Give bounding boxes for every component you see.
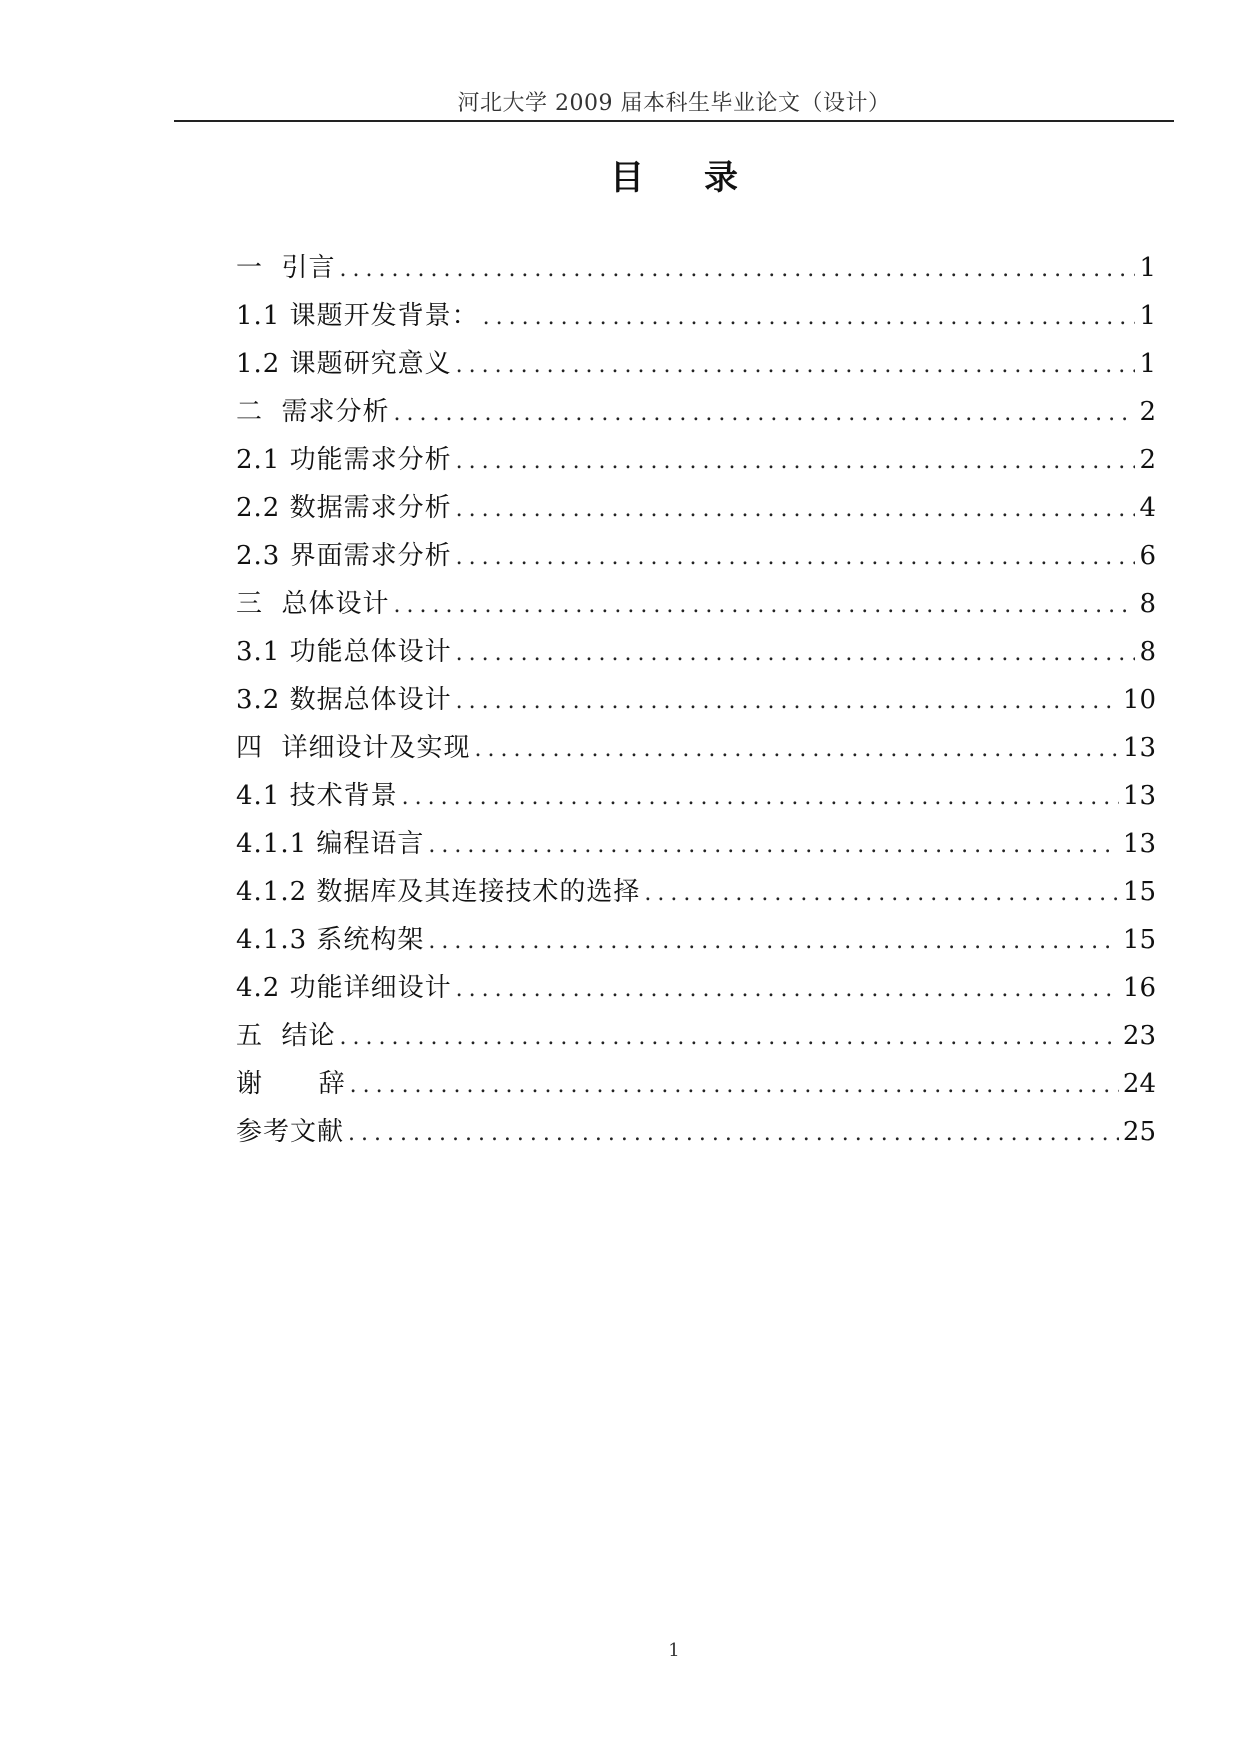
toc-entry-page: 15 xyxy=(1122,877,1156,907)
toc-entry-label: 4.1 技术背景 xyxy=(236,781,398,811)
toc-entry[interactable] xyxy=(236,292,1156,340)
toc-entry[interactable] xyxy=(236,676,1156,724)
toc-entry-page: 15 xyxy=(1122,925,1156,955)
toc-entry-label: 4.2 功能详细设计 xyxy=(236,973,452,1003)
toc-dot-leader xyxy=(428,918,1118,966)
toc-entry-label: 一 引言 xyxy=(236,253,336,283)
table-of-contents xyxy=(236,244,1156,1156)
toc-entry-label: 谢 辞 xyxy=(236,1069,346,1099)
toc-entry-label: 2.1 功能需求分析 xyxy=(236,445,452,475)
toc-entry-label: 2.2 数据需求分析 xyxy=(236,493,452,523)
toc-entry-page: 1 xyxy=(1139,253,1156,283)
toc-entry-label: 三 总体设计 xyxy=(236,589,390,619)
toc-entry[interactable] xyxy=(236,1060,1156,1108)
toc-entry-label: 3.2 数据总体设计 xyxy=(236,685,452,715)
page-title: 目录 xyxy=(610,158,798,198)
toc-entry-label: 4.1.2 数据库及其连接技术的选择 xyxy=(236,877,641,907)
page-number: 1 xyxy=(668,1640,680,1661)
toc-entry[interactable] xyxy=(236,772,1156,820)
toc-entry-page: 8 xyxy=(1139,589,1156,619)
toc-dot-leader xyxy=(456,630,1136,678)
toc-entry[interactable] xyxy=(236,340,1156,388)
toc-entry-page: 1 xyxy=(1139,301,1156,331)
toc-entry-label: 3.1 功能总体设计 xyxy=(236,637,452,667)
running-header: 河北大学 2009 届本科生毕业论文（设计） xyxy=(457,91,891,116)
toc-dot-leader xyxy=(475,726,1119,774)
toc-dot-leader xyxy=(348,1110,1119,1158)
toc-entry-page: 10 xyxy=(1122,685,1156,715)
toc-entry-page: 13 xyxy=(1122,829,1156,859)
toc-dot-leader xyxy=(456,678,1119,726)
toc-entry[interactable] xyxy=(236,916,1156,964)
toc-dot-leader xyxy=(456,966,1119,1014)
toc-entry-page: 23 xyxy=(1122,1021,1156,1051)
header-rule xyxy=(174,120,1174,122)
toc-entry-page: 13 xyxy=(1122,733,1156,763)
toc-entry-page: 2 xyxy=(1139,397,1156,427)
toc-dot-leader xyxy=(350,1062,1119,1110)
toc-dot-leader xyxy=(456,534,1136,582)
toc-entry-label: 四 详细设计及实现 xyxy=(236,733,471,763)
toc-dot-leader xyxy=(394,582,1136,630)
toc-dot-leader xyxy=(340,1014,1119,1062)
toc-entry-page: 6 xyxy=(1139,541,1156,571)
toc-entry[interactable] xyxy=(236,964,1156,1012)
toc-entry[interactable] xyxy=(236,724,1156,772)
toc-entry-page: 25 xyxy=(1122,1117,1156,1147)
toc-entry[interactable] xyxy=(236,388,1156,436)
toc-entry-page: 13 xyxy=(1122,781,1156,811)
toc-dot-leader xyxy=(428,822,1118,870)
toc-entry-label: 二 需求分析 xyxy=(236,397,390,427)
toc-entry-label: 2.3 界面需求分析 xyxy=(236,541,452,571)
toc-entry-label: 参考文献 xyxy=(236,1117,345,1147)
toc-entry-page: 24 xyxy=(1122,1069,1156,1099)
toc-dot-leader xyxy=(456,438,1136,486)
toc-entry-label: 4.1.1 编程语言 xyxy=(236,829,425,859)
toc-entry-label: 4.1.3 系统构架 xyxy=(236,925,425,955)
toc-entry[interactable] xyxy=(236,484,1156,532)
toc-entry-label: 1.2 课题研究意义 xyxy=(236,349,452,379)
toc-entry[interactable] xyxy=(236,580,1156,628)
toc-entry-page: 4 xyxy=(1139,493,1156,523)
toc-dot-leader xyxy=(456,342,1136,390)
toc-entry-label: 1.1 课题开发背景： xyxy=(236,301,479,331)
toc-dot-leader xyxy=(644,870,1118,918)
toc-entry[interactable] xyxy=(236,532,1156,580)
toc-dot-leader xyxy=(456,486,1136,534)
toc-dot-leader xyxy=(402,774,1119,822)
toc-entry-label: 五 结论 xyxy=(236,1021,336,1051)
toc-entry[interactable] xyxy=(236,868,1156,916)
toc-entry[interactable] xyxy=(236,436,1156,484)
toc-entry-page: 1 xyxy=(1139,349,1156,379)
toc-entry-page: 2 xyxy=(1139,445,1156,475)
toc-entry-page: 8 xyxy=(1139,637,1156,667)
toc-dot-leader xyxy=(340,246,1136,294)
toc-entry[interactable] xyxy=(236,820,1156,868)
toc-entry-page: 16 xyxy=(1122,973,1156,1003)
toc-dot-leader xyxy=(394,390,1136,438)
toc-entry[interactable] xyxy=(236,628,1156,676)
toc-entry[interactable] xyxy=(236,1012,1156,1060)
toc-entry[interactable] xyxy=(236,244,1156,292)
toc-entry[interactable] xyxy=(236,1108,1156,1156)
toc-dot-leader xyxy=(483,294,1136,342)
